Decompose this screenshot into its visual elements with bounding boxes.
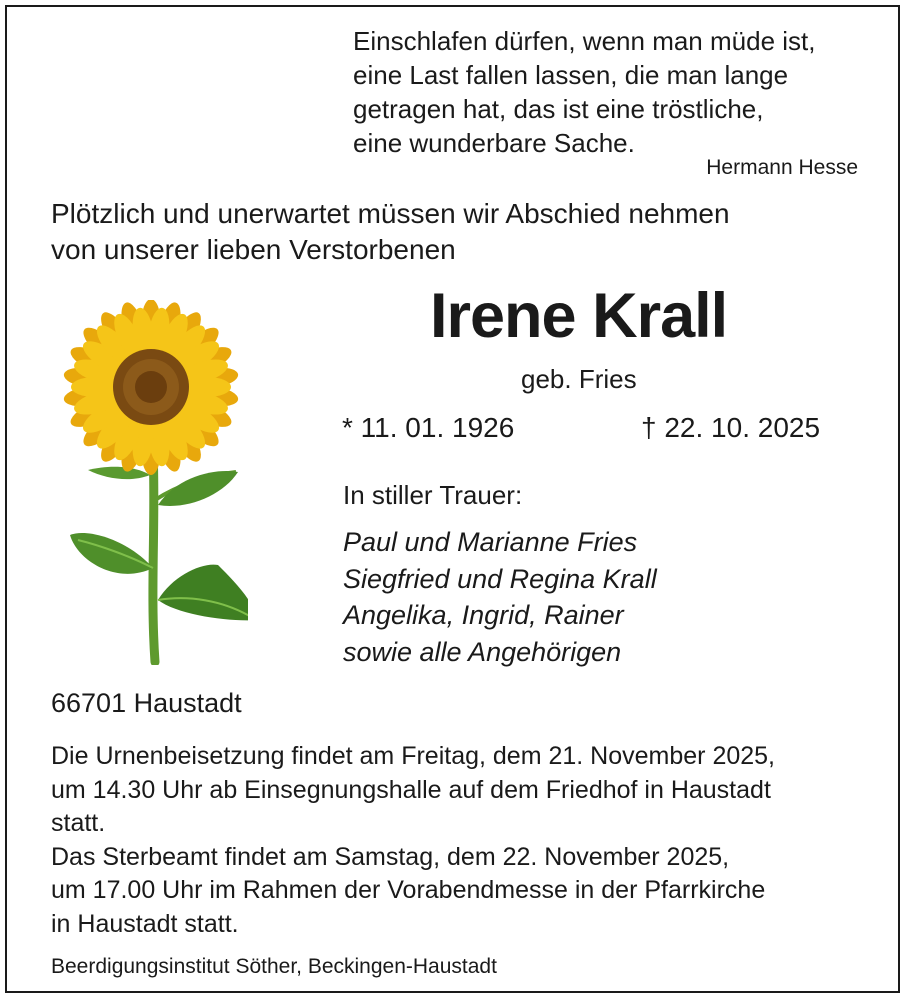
mourner-name: Siegfried und Regina Krall xyxy=(343,563,657,594)
birth-date: * 11. 01. 1926 xyxy=(342,412,515,443)
service-line: in Haustadt statt. xyxy=(51,909,239,938)
sunflower-leaves xyxy=(70,467,248,621)
mourner-name: Paul und Marianne Fries xyxy=(343,527,638,557)
intro-line: Plötzlich und unerwartet müssen wir Abschied nehmen xyxy=(51,198,730,229)
mourners-list xyxy=(343,524,657,670)
service-details xyxy=(51,740,775,941)
quote-line: eine Last fallen lassen, die man lange xyxy=(353,60,789,90)
service-line: Die Urnenbeisetzung findet am Freitag, dem 21. November 2025, xyxy=(51,742,775,770)
intro-line: von unserer lieben Verstorbenen xyxy=(51,234,456,265)
mourner-name: sowie alle Angehörigen xyxy=(343,636,622,667)
intro-text xyxy=(51,196,730,268)
quote-line: getragen hat, das ist eine tröstliche, xyxy=(353,94,764,124)
service-line: statt. xyxy=(51,809,106,837)
mourner-name: Angelika, Ingrid, Rainer xyxy=(343,600,624,630)
hesse-quote xyxy=(353,24,815,160)
service-line: um 14.30 Uhr ab Einsegnungshalle auf dem Friedhof in Haustadt xyxy=(51,775,771,804)
death-date: † 22. 10. 2025 xyxy=(641,412,821,443)
mourning-heading: In stiller Trauer: xyxy=(343,480,523,510)
quote-line: eine wunderbare Sache. xyxy=(353,128,635,158)
quote-author: Hermann Hesse xyxy=(706,156,858,179)
undertaker-name: Beerdigungsinstitut Söther, Beckingen-Haustadt xyxy=(51,955,497,978)
place-address: 66701 Haustadt xyxy=(51,688,242,718)
maiden-name: geb. Fries xyxy=(521,364,637,394)
service-line: Das Sterbeamt findet am Samstag, dem 22. November 2025, xyxy=(51,842,730,871)
service-line: um 17.00 Uhr im Rahmen der Vorabendmesse in der Pfarrkirche xyxy=(51,876,766,904)
sunflower-image xyxy=(58,300,248,665)
deceased-name: Irene Krall xyxy=(430,281,728,351)
quote-line: Einschlafen dürfen, wenn man müde ist, xyxy=(353,26,816,56)
